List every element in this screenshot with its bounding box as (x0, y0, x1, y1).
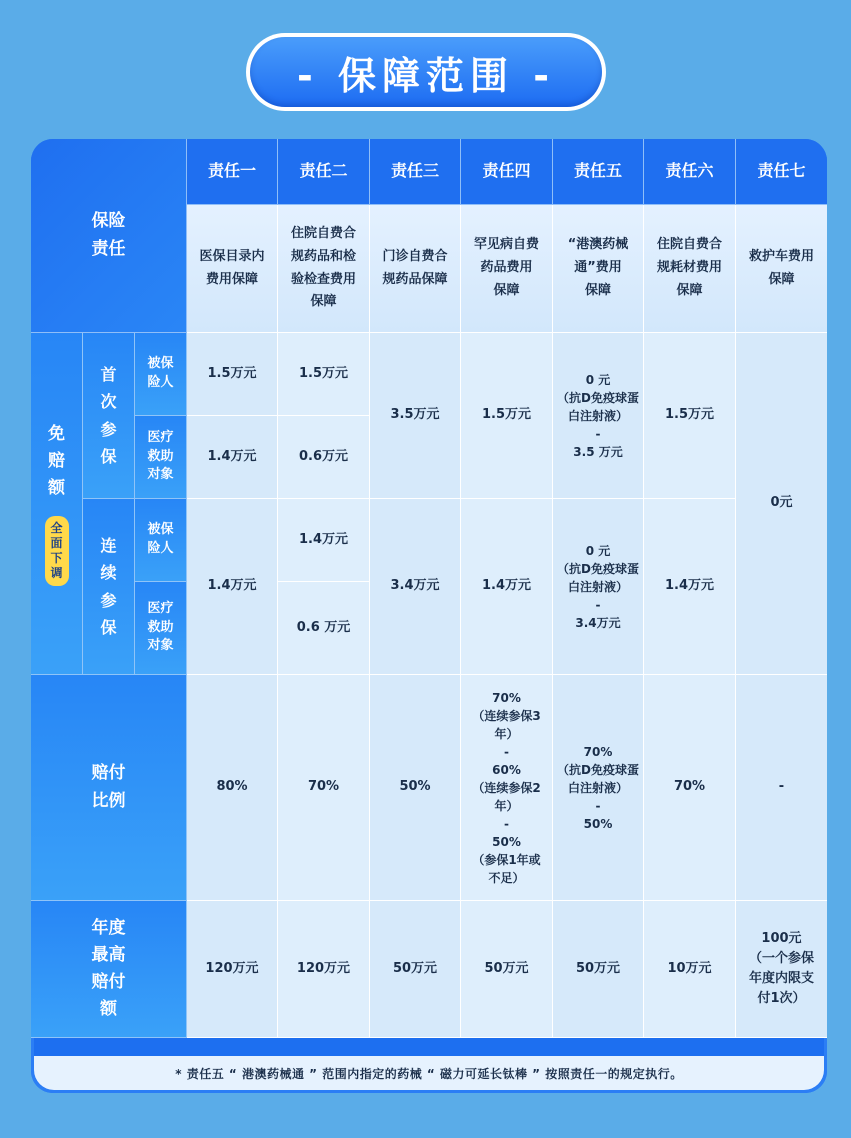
column-description-4: 罕见病自费 药品费用 保障 (461, 205, 553, 333)
max-payout-label: 年度 最高 赔付 额 (31, 901, 187, 1038)
column-header-2: 责任二 (278, 139, 370, 205)
max-payout-r4: 50万元 (461, 901, 553, 1038)
deductible-continuous-r4: 1.4万元 (461, 499, 553, 675)
coverage-table-card (31, 139, 827, 1093)
column-description-5: “港澳药械 通”费用 保障 (553, 205, 644, 333)
page-title-pill (246, 33, 606, 111)
max-payout-r7: 100元 （一个参保 年度内限支 付1次） (736, 901, 827, 1038)
payout-ratio-r3: 50% (370, 675, 461, 901)
column-header-4: 责任四 (461, 139, 553, 205)
column-header-1: 责任一 (187, 139, 278, 205)
payout-ratio-r6: 70% (644, 675, 736, 901)
deductible-continuous-r3: 3.4万元 (370, 499, 461, 675)
deductible-continuous-r1: 1.4万元 (187, 499, 278, 675)
deductible-reduced-badge: 全 面 下 调 (45, 516, 69, 586)
payout-ratio-r5: 70% （抗D免疫球蛋 白注射液） - 50% (553, 675, 644, 901)
deductible-continuous-insured-r2: 1.4万元 (278, 499, 370, 582)
continuous-enrollment-label: 连 续 参 保 (83, 499, 135, 675)
column-header-3: 责任三 (370, 139, 461, 205)
first-time-enrollment-label: 首 次 参 保 (83, 333, 135, 499)
payout-ratio-r4: 70% （连续参保3年） - 60% （连续参保2年） - 50% （参保1年或 不足） (461, 675, 553, 901)
column-description-1: 医保目录内 费用保障 (187, 205, 278, 333)
max-payout-r5: 50万元 (553, 901, 644, 1038)
column-description-2: 住院自费合 规药品和检 验检查费用 保障 (278, 205, 370, 333)
deductible-first-aid-r2: 0.6万元 (278, 416, 370, 499)
header-corner-label: 保险 责任 (31, 139, 187, 333)
max-payout-r3: 50万元 (370, 901, 461, 1038)
column-description-3: 门诊自费合 规药品保障 (370, 205, 461, 333)
deductible-continuous-r5: 0 元 （抗D免疫球蛋 白注射液） - 3.4万元 (553, 499, 644, 675)
deductible-label-cell (31, 333, 83, 675)
deductible-first-insured-r1: 1.5万元 (187, 333, 278, 416)
first-time-aid-label: 医疗 救助 对象 (135, 416, 187, 499)
max-payout-r6: 10万元 (644, 901, 736, 1038)
payout-ratio-r1: 80% (187, 675, 278, 901)
column-description-7: 救护车费用 保障 (736, 205, 827, 333)
max-payout-r2: 120万元 (278, 901, 370, 1038)
deductible-first-r5: 0 元 （抗D免疫球蛋 白注射液） - 3.5 万元 (553, 333, 644, 499)
continuous-aid-label: 医疗 救助 对象 (135, 582, 187, 675)
deductible-continuous-aid-r2: 0.6 万元 (278, 582, 370, 675)
deductible-first-aid-r1: 1.4万元 (187, 416, 278, 499)
max-payout-r1: 120万元 (187, 901, 278, 1038)
column-header-6: 责任六 (644, 139, 736, 205)
continuous-insured-label: 被保 险人 (135, 499, 187, 582)
deductible-continuous-r6: 1.4万元 (644, 499, 736, 675)
deductible-first-r3: 3.5万元 (370, 333, 461, 499)
deductible-first-r6: 1.5万元 (644, 333, 736, 499)
column-description-6: 住院自费合 规耗材费用 保障 (644, 205, 736, 333)
deductible-r7: 0元 (736, 333, 827, 675)
footnote: * 责任五 “ 港澳药械通 ” 范围内指定的药械 “ 磁力可延长钛棒 ” 按照责任一的规定执行。 (34, 1056, 824, 1090)
column-header-7: 责任七 (736, 139, 827, 205)
first-time-insured-label: 被保 险人 (135, 333, 187, 416)
deductible-first-r4: 1.5万元 (461, 333, 553, 499)
payout-ratio-r7: - (736, 675, 827, 901)
page-title: - 保障范围 - (250, 37, 602, 107)
column-header-5: 责任五 (553, 139, 644, 205)
payout-ratio-label: 赔付 比例 (31, 675, 187, 901)
coverage-table (31, 139, 827, 1057)
deductible-first-insured-r2: 1.5万元 (278, 333, 370, 416)
deductible-label: 免 赔 额 (48, 423, 65, 499)
payout-ratio-r2: 70% (278, 675, 370, 901)
